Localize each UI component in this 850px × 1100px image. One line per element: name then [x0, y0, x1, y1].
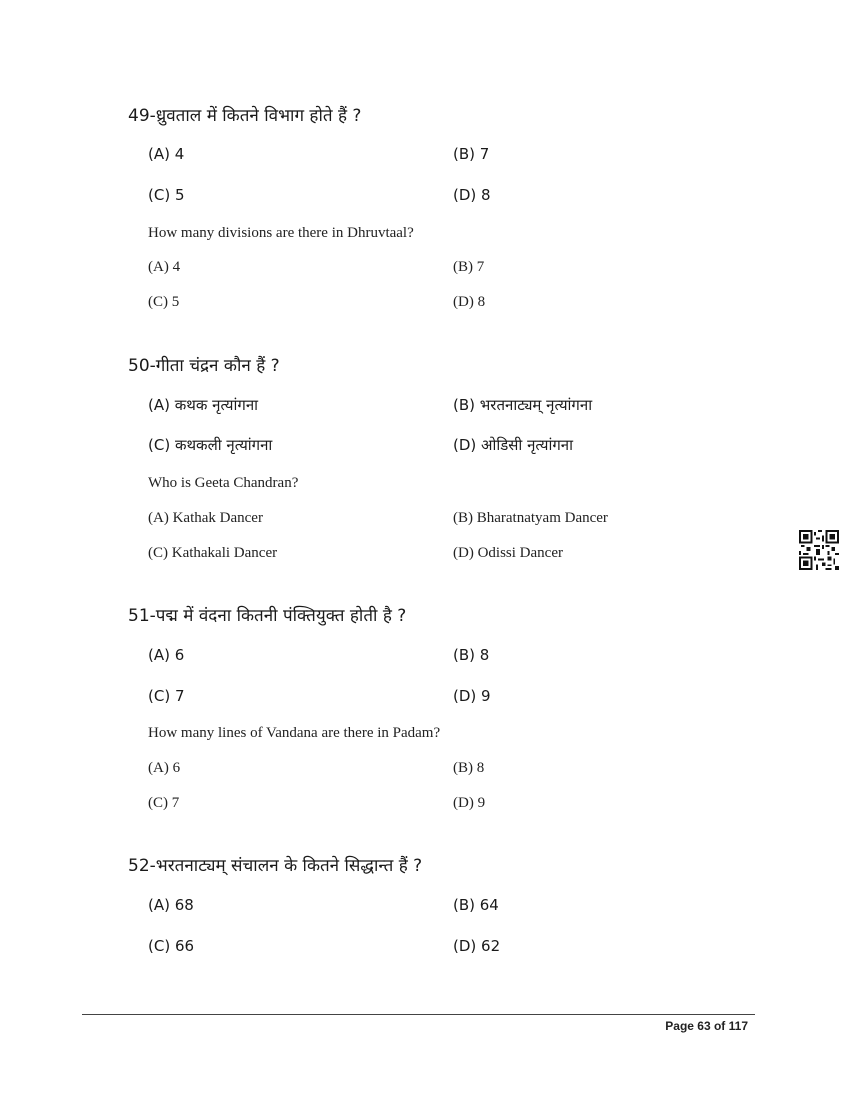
q51-hindi-option-b: (B) 8: [453, 646, 490, 664]
footer-divider: [82, 1014, 755, 1015]
page-number: Page 63 of 117: [665, 1019, 748, 1033]
q51-english-option-a: (A) 6: [148, 760, 181, 776]
q51-english-option-d: (D) 9: [453, 795, 486, 811]
qr-code-icon: [799, 530, 839, 570]
question-51-hindi: 51-पद्म में वंदना कितनी पंक्तियुक्त होती है ?: [128, 606, 407, 626]
q50-hindi-option-d: (D) ओडिसी नृत्यांगना: [453, 436, 573, 454]
q49-english-option-a: (A) 4: [148, 259, 181, 275]
q50-hindi-option-b: (B) भरतनाट्यम् नृत्यांगना: [453, 396, 593, 414]
q49-english-option-b: (B) 7: [453, 259, 485, 275]
q51-hindi-option-c: (C) 7: [148, 687, 185, 705]
q51-english-option-b: (B) 8: [453, 760, 485, 776]
q50-english-option-c: (C) Kathakali Dancer: [148, 545, 278, 561]
q49-hindi-option-b: (B) 7: [453, 145, 490, 163]
q50-hindi-option-a: (A) कथक नृत्यांगना: [148, 396, 259, 414]
q50-english-option-a: (A) Kathak Dancer: [148, 510, 263, 526]
q49-english-option-d: (D) 8: [453, 294, 486, 310]
q49-hindi-option-c: (C) 5: [148, 186, 185, 204]
q50-english-option-b: (B) Bharatnatyam Dancer: [453, 510, 608, 526]
q52-hindi-option-a: (A) 68: [148, 896, 194, 914]
question-50-english: Who is Geeta Chandran?: [148, 475, 299, 491]
q51-hindi-option-a: (A) 6: [148, 646, 185, 664]
q50-hindi-option-c: (C) कथकली नृत्यांगना: [148, 436, 273, 454]
question-49-hindi: 49-ध्रुवताल में कितने विभाग होते हैं ?: [128, 106, 362, 126]
question-51-english: How many lines of Vandana are there in Padam?: [148, 725, 441, 741]
question-50-hindi: 50-गीता चंद्रन कौन हैं ?: [128, 356, 280, 376]
q51-hindi-option-d: (D) 9: [453, 687, 491, 705]
q50-english-option-d: (D) Odissi Dancer: [453, 545, 563, 561]
question-52-hindi: 52-भरतनाट्यम् संचालन के कितने सिद्धान्त हैं ?: [128, 856, 423, 876]
q52-hindi-option-c: (C) 66: [148, 937, 195, 955]
q51-english-option-c: (C) 7: [148, 795, 180, 811]
q52-hindi-option-b: (B) 64: [453, 896, 499, 914]
q49-english-option-c: (C) 5: [148, 294, 180, 310]
question-49-english: How many divisions are there in Dhruvtaal?: [148, 225, 414, 241]
q49-hindi-option-a: (A) 4: [148, 145, 185, 163]
q52-hindi-option-d: (D) 62: [453, 937, 501, 955]
q49-hindi-option-d: (D) 8: [453, 186, 491, 204]
